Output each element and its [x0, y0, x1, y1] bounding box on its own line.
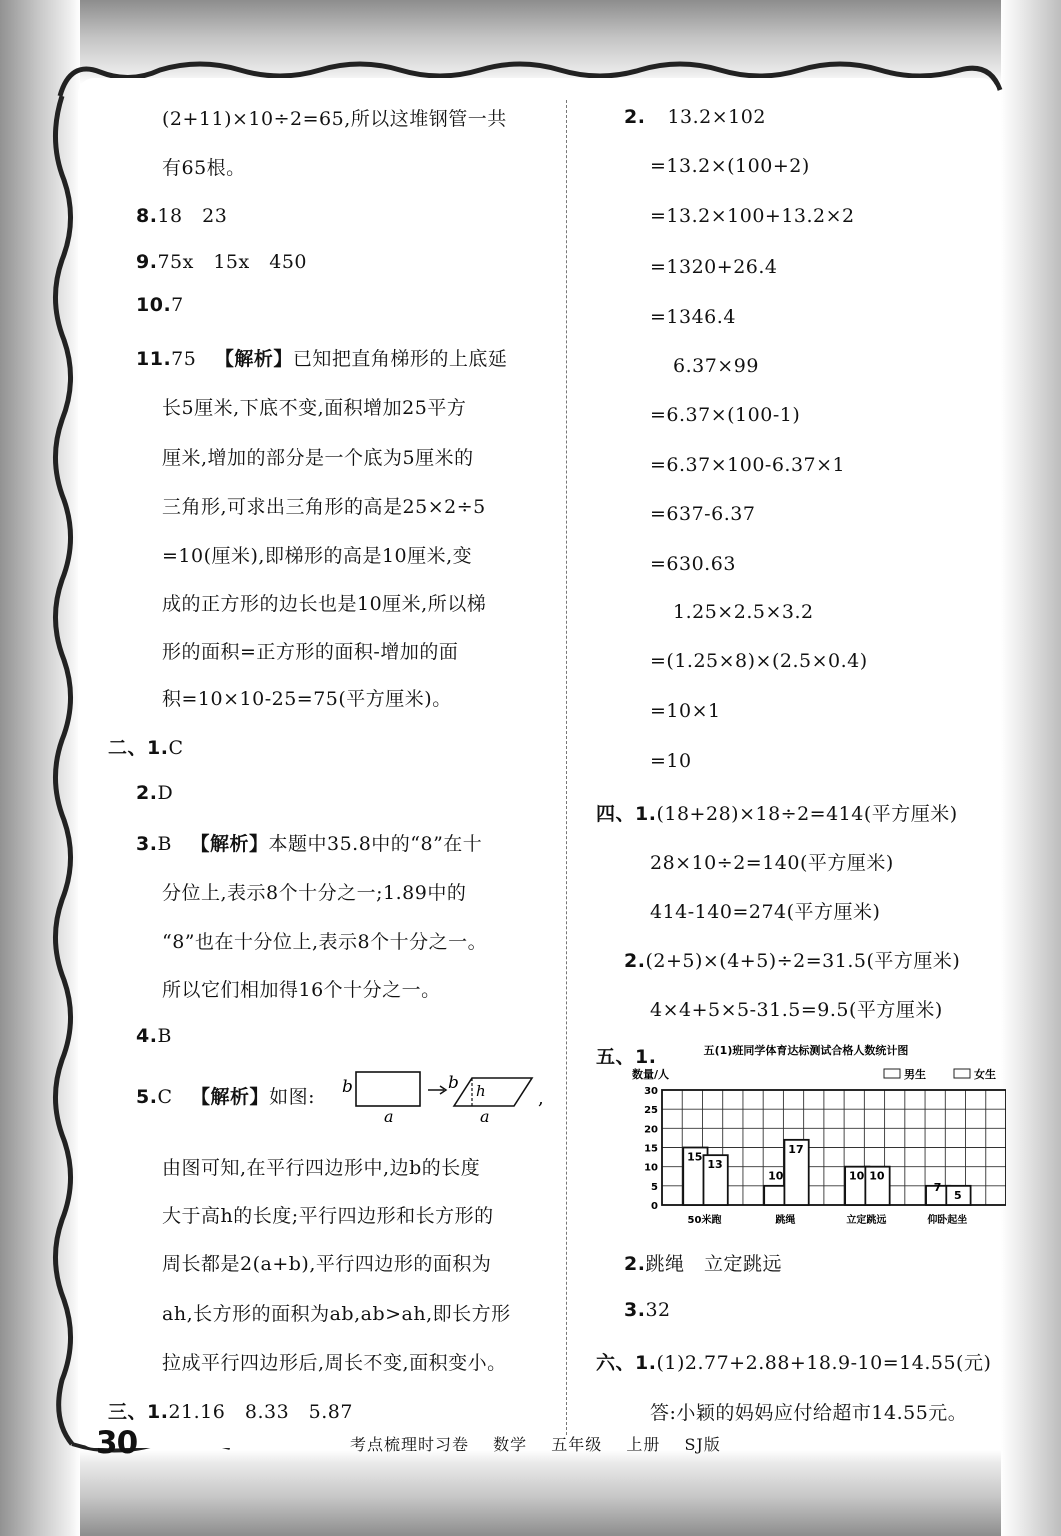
- analysis-text: 本题中35.8中的“8”在十: [268, 833, 483, 855]
- analysis-tag: 【解析】: [190, 833, 269, 855]
- analysis-text: 已知把直角梯形的上底延: [292, 348, 508, 370]
- legend-swatch-male: [884, 1069, 900, 1078]
- question-number: 10.: [136, 294, 172, 316]
- analysis-line: 长5厘米,下底不变,面积增加25平方: [162, 397, 467, 419]
- analysis-tag: 【解析】: [191, 1086, 270, 1108]
- question-11: [136, 344, 507, 371]
- figure-label-a: a: [384, 1107, 394, 1126]
- data-label: 10: [768, 1169, 784, 1183]
- question-number: 5.: [136, 1086, 158, 1108]
- analysis-line: 周长都是2(a+b),平行四边形的面积为: [162, 1253, 492, 1275]
- question-number: 2.: [624, 106, 646, 128]
- answer-text: 跳绳 立定跳远: [645, 1253, 782, 1275]
- data-label: 10: [849, 1169, 865, 1183]
- footer-info: [350, 1432, 739, 1455]
- footer-volume: 上册: [626, 1435, 661, 1454]
- answer-text: 7: [171, 294, 184, 316]
- calc-line: =6.37×100-6.37×1: [650, 454, 846, 476]
- analysis-line: 拉成平行四边形后,周长不变,面积变小。: [162, 1352, 507, 1374]
- answer-text: 21.16 8.33 5.87: [168, 1401, 353, 1423]
- question-10: [136, 294, 184, 316]
- footer-subject: 数学: [493, 1435, 528, 1454]
- question-number: 2.: [624, 950, 646, 972]
- question-number: 2.: [136, 782, 158, 804]
- calc-line: =6.37×(100-1): [650, 404, 801, 426]
- question-number: 1.: [147, 737, 169, 759]
- section-heading: 四、: [596, 803, 636, 825]
- section-2-q2: [136, 782, 173, 804]
- rectangle-to-parallelogram-figure: [340, 1064, 550, 1128]
- figure-label-b: b: [342, 1077, 353, 1097]
- section-3-q2: [624, 106, 766, 128]
- y-tick-label: 15: [644, 1143, 658, 1155]
- question-number: 9.: [136, 251, 158, 273]
- column-divider: [566, 100, 567, 1435]
- calc-line: =10: [650, 750, 692, 772]
- calc-line: (1)2.77+2.88+18.9-10=14.55(元): [656, 1352, 992, 1374]
- answer-text: B: [157, 1025, 172, 1047]
- y-tick-label: 30: [644, 1086, 658, 1097]
- footer-grade: 五年级: [551, 1435, 603, 1454]
- section-heading: 二、: [108, 737, 148, 759]
- analysis-line: 形的面积=正方形的面积-增加的面: [162, 641, 459, 663]
- section-6-q1: [596, 1348, 991, 1375]
- bar-chart: [606, 1040, 1006, 1225]
- page-content-area: [78, 78, 998, 1448]
- calc-line: 414-140=274(平方厘米): [650, 901, 881, 923]
- answer-text: 32: [645, 1299, 671, 1321]
- analysis-line: 成的正方形的边长也是10厘米,所以梯: [162, 593, 487, 615]
- text-line: 有65根。: [162, 157, 246, 179]
- question-9: [136, 247, 307, 274]
- answer-text: C: [168, 737, 184, 759]
- y-tick-label: 10: [644, 1162, 658, 1174]
- analysis-line: “8”也在十分位上,表示8个十分之一。: [162, 931, 488, 953]
- text-line: (2+11)×10÷2=65,所以这堆钢管一共: [162, 108, 507, 130]
- y-tick-label: 5: [651, 1181, 658, 1193]
- y-tick-label: 0: [651, 1201, 658, 1212]
- analysis-tag: 【解析】: [214, 348, 293, 370]
- question-number: 1.: [147, 1401, 169, 1423]
- x-category-label: 跳绳: [775, 1215, 796, 1225]
- footer-edition: SJ版: [684, 1435, 721, 1454]
- answer-text: C: [157, 1086, 173, 1108]
- page-number: 30: [96, 1425, 138, 1461]
- answer-text: 75x 15x 450: [157, 251, 308, 273]
- analysis-line: 大于高h的长度;平行四边形和长方形的: [162, 1205, 494, 1227]
- analysis-line: 由图可知,在平行四边形中,边b的长度: [162, 1157, 481, 1179]
- question-number: 3.: [136, 833, 158, 855]
- section-heading: 六、: [596, 1352, 636, 1374]
- analysis-line: =10(厘米),即梯形的高是10厘米,变: [162, 545, 473, 567]
- answer-text: 18 23: [157, 205, 228, 227]
- x-category-label: 立定跳远: [846, 1215, 887, 1225]
- question-number: 3.: [624, 1299, 646, 1321]
- figure-label-h: h: [476, 1082, 486, 1100]
- question-8: [136, 201, 227, 228]
- section-3-q1: [108, 1397, 353, 1424]
- data-label: 13: [707, 1158, 723, 1172]
- section-2-q4: [136, 1025, 172, 1047]
- calc-line: =10×1: [650, 700, 721, 722]
- chart-ylabel: 数量/人: [632, 1068, 670, 1081]
- legend-label-female: 女生: [974, 1068, 996, 1081]
- section-4-q2: [624, 946, 960, 973]
- calc-line: =637-6.37: [650, 503, 756, 525]
- section-2-q3: [136, 829, 482, 856]
- data-label: 5: [954, 1188, 962, 1202]
- calc-line: =1320+26.4: [650, 256, 778, 278]
- analysis-line: 所以它们相加得16个十分之一。: [162, 979, 441, 1001]
- section-heading: 五、: [596, 1046, 636, 1068]
- figure-label-b-2: b: [448, 1073, 459, 1093]
- section-4-q1: [596, 799, 958, 826]
- question-number: 11.: [136, 348, 172, 370]
- calc-line: 4×4+5×5-31.5=9.5(平方厘米): [650, 999, 943, 1021]
- calc-line: 13.2×102: [667, 106, 766, 128]
- data-label: 10: [869, 1169, 885, 1183]
- chart-title: 五(1)班同学体育达标测试合格人数统计图: [703, 1044, 909, 1057]
- y-tick-label: 20: [644, 1124, 658, 1136]
- data-label: 7: [933, 1181, 942, 1195]
- analysis-line: 三角形,可求出三角形的高是25×2÷5: [162, 496, 486, 518]
- answer-text: D: [157, 782, 174, 804]
- calc-line: =630.63: [650, 553, 736, 575]
- parallelogram-shape: [454, 1078, 532, 1106]
- calc-line: 28×10÷2=140(平方厘米): [650, 852, 894, 874]
- analysis-line: 分位上,表示8个十分之一;1.89中的: [162, 882, 467, 904]
- question-number: 2.: [624, 1253, 646, 1275]
- analysis-line: 厘米,增加的部分是一个底为5厘米的: [162, 447, 474, 469]
- answer-text: B: [157, 833, 172, 855]
- data-label: 15: [687, 1150, 703, 1164]
- section-2-q1: [108, 733, 184, 760]
- legend-label-male: 男生: [904, 1068, 926, 1081]
- answer-sentence: 答:小颖的妈妈应付给超市14.55元。: [650, 1402, 968, 1424]
- question-number: 1.: [635, 1352, 657, 1374]
- analysis-line: 积=10×10-25=75(平方厘米)。: [162, 688, 452, 710]
- calc-line: (2+5)×(4+5)÷2=31.5(平方厘米): [645, 950, 961, 972]
- y-tick-label: 25: [644, 1105, 658, 1117]
- calc-line: 1.25×2.5×3.2: [673, 601, 814, 623]
- calc-line: =(1.25×8)×(2.5×0.4): [650, 650, 868, 672]
- calc-line: =13.2×(100+2): [650, 155, 810, 177]
- comma: ,: [538, 1088, 544, 1109]
- legend-swatch-female: [954, 1069, 970, 1078]
- question-number: 4.: [136, 1025, 158, 1047]
- x-category-label: 仰卧起坐: [927, 1215, 968, 1225]
- data-label: 17: [788, 1142, 804, 1156]
- footer-book: 考点梳理时习卷: [350, 1435, 470, 1454]
- section-heading: 三、: [108, 1401, 148, 1423]
- section-5-q3: [624, 1299, 671, 1321]
- calc-line: =1346.4: [650, 306, 736, 328]
- calc-line: =13.2×100+13.2×2: [650, 205, 855, 227]
- question-number: 1.: [635, 1046, 657, 1068]
- calc-line: 6.37×99: [673, 355, 759, 377]
- figure-label-a-2: a: [480, 1107, 490, 1126]
- section-2-q5: [136, 1082, 315, 1109]
- x-category-label: 50米跑: [687, 1215, 722, 1225]
- question-number: 8.: [136, 205, 158, 227]
- rectangle-shape: [356, 1072, 420, 1106]
- calc-line: (18+28)×18÷2=414(平方厘米): [656, 803, 958, 825]
- section-5-q2: [624, 1249, 782, 1276]
- analysis-line: ah,长方形的面积为ab,ab>ah,即长方形: [162, 1303, 511, 1325]
- answer-text: 75: [171, 348, 197, 370]
- analysis-text: 如图:: [269, 1086, 315, 1108]
- question-number: 1.: [635, 803, 657, 825]
